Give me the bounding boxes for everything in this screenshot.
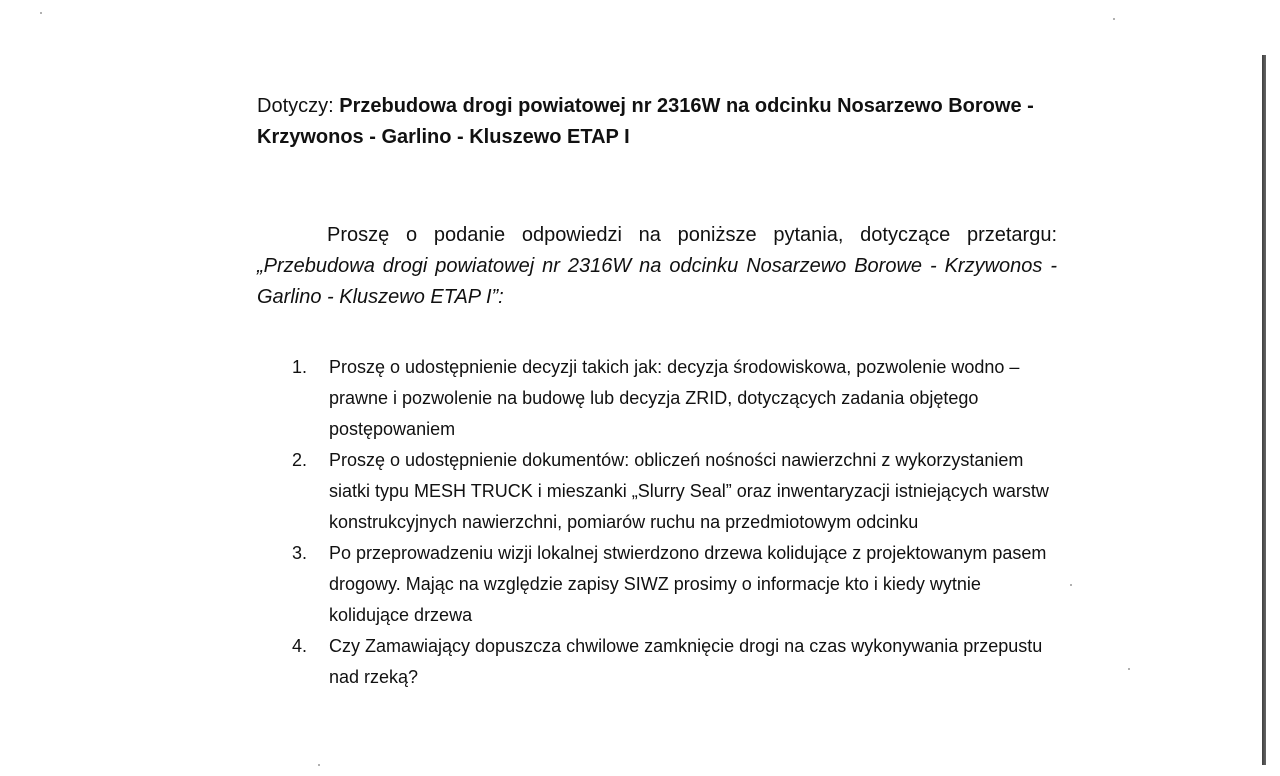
scan-speck	[1113, 18, 1115, 20]
request-intro: Proszę o podanie odpowiedzi na poniższe pytania, dotyczące przetargu:	[327, 224, 1057, 246]
questions-list	[286, 352, 1056, 693]
question-number: 2.	[292, 450, 308, 470]
scan-speck	[318, 764, 320, 766]
question-number: 4.	[292, 636, 308, 656]
scan-speck	[40, 12, 42, 14]
list-item	[286, 445, 1056, 538]
question-text: Czy Zamawiający dopuszcza chwilowe zamknięcie drogi na czas wykonywania przepustu nad rzeką?	[329, 636, 1043, 687]
scan-speck	[1070, 584, 1072, 586]
subject-title: Przebudowa drogi powiatowej nr 2316W na odcinku Nosarzewo Borowe - Krzywonos - Garlino - Kluszewo ETAP I	[257, 95, 1034, 148]
list-item	[286, 352, 1056, 445]
list-item	[286, 538, 1056, 631]
question-text: Proszę o udostępnienie decyzji takich jak: decyzja środowiskowa, pozwolenie wodno – prawne i pozwolenie na budowę lub decyzja ZRID, dotyczących zadania objętego postępowaniem	[329, 357, 1020, 439]
list-item	[286, 631, 1056, 693]
question-text: Po przeprowadzeniu wizji lokalnej stwierdzono drzewa kolidujące z projektowanym pasem drogowy. Mając na względzie zapisy SIWZ prosimy o informacje kto i kiedy wytnie kolidujące drzewa	[329, 543, 1047, 625]
request-paragraph	[257, 220, 1057, 313]
tender-title-quote: „Przebudowa drogi powiatowej nr 2316W na odcinku Nosarzewo Borowe - Krzywonos - Garlino - Kluszewo ETAP I”:	[257, 255, 1057, 308]
subject-label: Dotyczy:	[257, 95, 340, 117]
scan-border-line	[1262, 55, 1266, 765]
question-number: 3.	[292, 543, 308, 563]
subject-line	[257, 91, 1037, 153]
scan-speck	[1128, 668, 1130, 670]
question-text: Proszę o udostępnienie dokumentów: obliczeń nośności nawierzchni z wykorzystaniem siatki typu MESH TRUCK i mieszanki „Slurry Seal” oraz inwentaryzacji istniejących warstw konstrukcyjnych nawierzchni, pomiarów ruchu na przedmiotowym odcinku	[329, 450, 1049, 532]
question-number: 1.	[292, 357, 308, 377]
